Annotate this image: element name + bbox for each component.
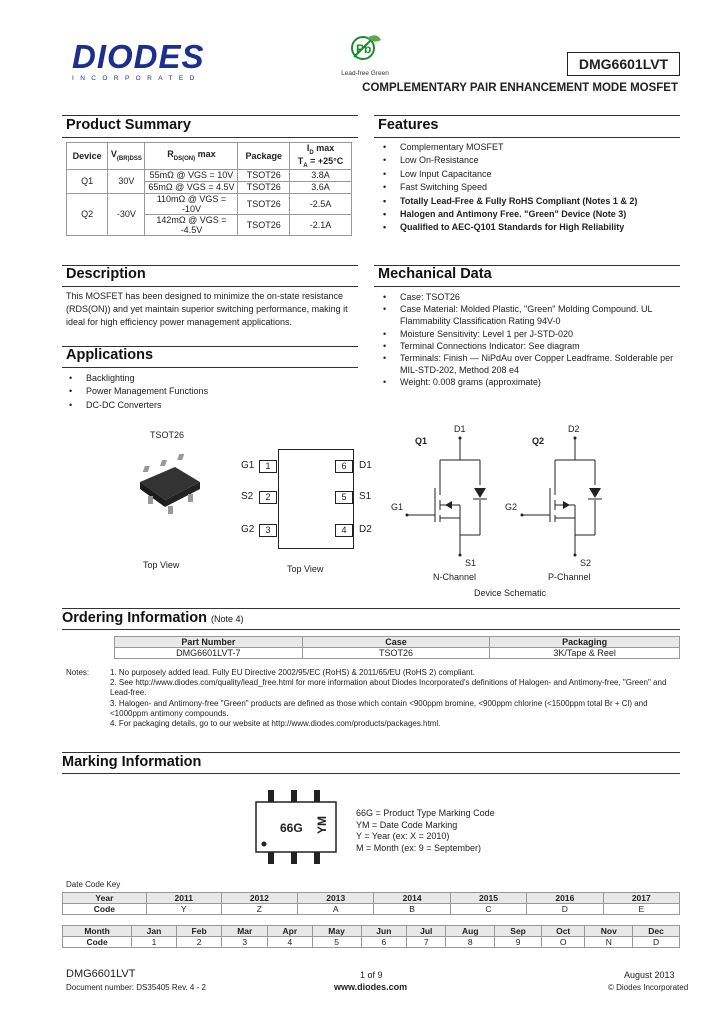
- chip-code: 66G: [280, 821, 303, 835]
- top-view-label-2: Top View: [287, 564, 324, 574]
- month-code-cell: 7: [407, 937, 446, 948]
- mechanical-item: • Case Material: Molded Plastic, "Green" Molding Compound. UL Flammability Classification Rating 94V-0: [380, 303, 680, 327]
- feature-item: • Totally Lead-Free & Fully RoHS Compliant (Notes 1 & 2): [380, 195, 680, 208]
- pin-label-g2: G2: [241, 524, 255, 535]
- cell-device: Q2: [67, 193, 108, 235]
- logo-text: DIODES: [72, 38, 205, 75]
- year-cell: 2012: [221, 893, 297, 904]
- pin-6: 6: [335, 460, 353, 473]
- note-item: 1. No purposely added lead. Fully EU Directive 2002/95/EC (RoHS) & 2011/65/EU (RoHS 2) compliant.: [110, 668, 475, 677]
- feature-item: • Complementary MOSFET: [380, 141, 680, 154]
- svg-text:Pb: Pb: [356, 42, 372, 56]
- q2-gate-label: G2: [505, 502, 518, 512]
- year-code-cell: A: [298, 904, 374, 915]
- code-label-cell: Code: [63, 937, 132, 948]
- footer-url[interactable]: www.diodes.com: [334, 982, 408, 992]
- year-code-cell: D: [527, 904, 603, 915]
- ordering-title: Ordering Information: [62, 610, 207, 626]
- year-cell: 2011: [146, 893, 221, 904]
- marking-title: Marking Information: [62, 754, 680, 774]
- month-code-cell: D: [633, 937, 680, 948]
- cell-rdson: 110mΩ @ VGS = -10V: [145, 193, 238, 214]
- feature-item: • Fast Switching Speed: [380, 181, 680, 194]
- year-cell: 2014: [374, 893, 450, 904]
- applications-title: Applications: [62, 347, 358, 368]
- q2-schematic: [522, 438, 595, 555]
- cell-id: -2.1A: [290, 214, 352, 235]
- month-cell: Aug: [446, 926, 495, 937]
- month-code-cell: O: [541, 937, 584, 948]
- mechanical-list: [380, 291, 680, 389]
- application-item: • DC-DC Converters: [66, 399, 356, 412]
- cell-case: TSOT26: [302, 648, 490, 659]
- month-code-cell: 5: [312, 937, 361, 948]
- month-cell: Jan: [132, 926, 177, 937]
- footer-copyright: © Diodes Incorporated: [608, 983, 689, 992]
- table-row: [67, 193, 352, 214]
- month-cell: Apr: [268, 926, 313, 937]
- month-cell: May: [312, 926, 361, 937]
- package-label: TSOT26: [150, 430, 185, 440]
- month-cell: Sep: [495, 926, 542, 937]
- lead-free-label: Lead-free Green: [341, 70, 389, 77]
- cell-package: TSOT26: [238, 169, 290, 181]
- q2-label: Q2: [532, 436, 545, 446]
- cell-rdson: 55mΩ @ VGS = 10V: [145, 169, 238, 181]
- q1-type-label: N-Channel: [433, 572, 477, 582]
- mechanical-item: • Moisture Sensitivity: Level 1 per J-STD-020: [380, 328, 680, 340]
- th-part-number: Part Number: [115, 637, 303, 648]
- q2-source-label: S2: [580, 558, 592, 568]
- pin-label-s2: S2: [241, 491, 254, 502]
- schematic-caption: Device Schematic: [474, 588, 547, 598]
- ordering-note: (Note 4): [211, 614, 244, 624]
- month-code-cell: 4: [268, 937, 313, 948]
- year-cell: 2017: [603, 893, 679, 904]
- marking-legend-item: M = Month (ex: 9 = September): [356, 842, 482, 853]
- month-cell: Oct: [541, 926, 584, 937]
- cell-part-number: DMG6601LVT-7: [115, 648, 303, 659]
- cell-id: 3.8A: [290, 169, 352, 181]
- cell-rdson: 65mΩ @ VGS = 4.5V: [145, 181, 238, 193]
- logo-subtext: INCORPORATED: [72, 75, 201, 82]
- application-item: • Backlighting: [66, 372, 356, 385]
- cell-package: TSOT26: [238, 214, 290, 235]
- footer-doc-number: Document number: DS35405 Rev. 4 - 2: [66, 983, 206, 992]
- cell-rdson: 142mΩ @ VGS = -4.5V: [145, 214, 238, 235]
- th-rdson: $R_{DS(ON)}$ max: [145, 143, 238, 170]
- feature-item: • Low On-Resistance: [380, 154, 680, 167]
- cell-vbrdss: -30V: [108, 193, 145, 235]
- year-code-cell: Y: [146, 904, 221, 915]
- application-item: • Power Management Functions: [66, 385, 356, 398]
- month-cell: Jun: [361, 926, 407, 937]
- cell-packaging: 3K/Tape & Reel: [490, 648, 680, 659]
- feature-item: • Qualified to AEC-Q101 Standards for High Reliability: [380, 221, 680, 234]
- mechanical-item: • Case: TSOT26: [380, 291, 680, 303]
- year-code-row: [63, 904, 680, 915]
- notes-label: Notes:: [66, 668, 90, 677]
- pin-label-s1: S1: [359, 491, 372, 502]
- part-number-box: DMG6601LVT: [567, 52, 680, 76]
- q1-gate-label: G1: [391, 502, 404, 512]
- footer-date: August 2013: [624, 970, 675, 980]
- th-device: Device: [67, 143, 108, 170]
- month-code-cell: 3: [222, 937, 268, 948]
- marking-rule: [62, 752, 680, 753]
- pin-3: 3: [259, 524, 277, 537]
- date-code-title: Date Code Key: [66, 880, 121, 889]
- mechanical-title: Mechanical Data: [374, 266, 680, 287]
- year-cell: 2015: [450, 893, 526, 904]
- feature-item: • Halogen and Antimony Free. "Green" Device (Note 3): [380, 208, 680, 221]
- ordering-row: [115, 648, 680, 659]
- month-code-row: [63, 937, 680, 948]
- note-item: 3. Halogen- and Antimony-free "Green" products are defined as those which contain <900ppm bromine, <900ppm chlorine (<1500ppm total Br + Cl) and <1000ppm antimony compounds.: [110, 698, 648, 718]
- cell-vbrdss: 30V: [108, 169, 145, 193]
- year-row: [63, 893, 680, 904]
- note-item: 4. For packaging details, go to our website at http://www.diodes.com/products/packages.html.: [110, 719, 441, 729]
- pin-4: 4: [335, 524, 353, 537]
- month-code-cell: 9: [495, 937, 542, 948]
- description-text: This MOSFET has been designed to minimize the on-state resistance (RDS(ON)) and yet maintain superior switching performance, making it ideal for high efficiency power management applications.: [66, 291, 348, 327]
- month-code-cell: 8: [446, 937, 495, 948]
- th-packaging: Packaging: [490, 637, 680, 648]
- month-cell: Jul: [407, 926, 446, 937]
- mechanical-item: • Terminal Connections Indicator: See diagram: [380, 340, 680, 352]
- year-code-cell: Z: [221, 904, 297, 915]
- month-code-table: [62, 925, 680, 948]
- q1-schematic: [407, 438, 480, 555]
- mechanical-item: • Terminals: Finish — NiPdAu over Copper Leadframe. Solderable per MIL-STD-202, Method 208 e4: [380, 352, 680, 376]
- year-code-cell: E: [603, 904, 679, 915]
- year-cell: 2013: [298, 893, 374, 904]
- marking-legend-item: YM = Date Code Marking: [356, 819, 458, 830]
- month-code-cell: 6: [361, 937, 407, 948]
- cell-device: Q1: [67, 169, 108, 193]
- table-row: [67, 169, 352, 181]
- features-list: [380, 141, 680, 235]
- ordering-rule: [62, 608, 680, 609]
- lead-free-badge: [340, 32, 390, 76]
- year-label-cell: Year: [63, 893, 147, 904]
- year-code-table: [62, 892, 680, 915]
- th-id-max: $I_D$ max $T_A = +25^\circ C$: [290, 143, 352, 170]
- cell-package: TSOT26: [238, 181, 290, 193]
- month-label-cell: Month: [63, 926, 132, 937]
- pin-label-d2: D2: [359, 524, 372, 535]
- cell-id: 3.6A: [290, 181, 352, 193]
- description-title: Description: [62, 266, 358, 287]
- pin-2: 2: [259, 491, 277, 504]
- mechanical-item: • Weight: 0.008 grams (approximate): [380, 376, 680, 388]
- chip-ym: YM: [315, 816, 329, 834]
- diodes-logo: [72, 40, 212, 80]
- ordering-title-row: [62, 610, 680, 630]
- pin-1: 1: [259, 460, 277, 473]
- marking-legend: [356, 808, 495, 854]
- feature-item: • Low Input Capacitance: [380, 168, 680, 181]
- product-summary-title: Product Summary: [62, 117, 358, 138]
- month-code-cell: 2: [176, 937, 222, 948]
- marking-chip-diagram: [256, 790, 342, 870]
- q2-type-label: P-Channel: [548, 572, 591, 582]
- footer-part: DMG6601LVT: [66, 968, 136, 980]
- pin-5: 5: [335, 491, 353, 504]
- features-rule: [374, 115, 680, 116]
- top-view-label: Top View: [143, 560, 180, 570]
- th-case: Case: [302, 637, 490, 648]
- code-label-cell: Code: [63, 904, 147, 915]
- cell-package: TSOT26: [238, 193, 290, 214]
- month-code-cell: 1: [132, 937, 177, 948]
- month-cell: Dec: [633, 926, 680, 937]
- product-summary-table: [66, 142, 352, 236]
- month-cell: Mar: [222, 926, 268, 937]
- th-vbrdss: $V_{(BR)DSS}$: [108, 143, 145, 170]
- th-package: Package: [238, 143, 290, 170]
- lead-free-icon: [347, 32, 383, 66]
- pin-label-d1: D1: [359, 460, 372, 471]
- q1-label: Q1: [415, 436, 428, 446]
- product-summary-rule: [62, 115, 358, 116]
- month-row: [63, 926, 680, 937]
- month-code-cell: N: [585, 937, 633, 948]
- device-schematic: [391, 424, 615, 590]
- applications-list: [66, 372, 356, 412]
- q1-source-label: S1: [465, 558, 477, 568]
- marking-legend-item: Y = Year (ex: X = 2010): [356, 831, 450, 842]
- table-header-row: [67, 143, 352, 170]
- pin-label-g1: G1: [241, 460, 255, 471]
- ordering-header-row: [115, 637, 680, 648]
- year-cell: 2016: [527, 893, 603, 904]
- features-title: Features: [374, 117, 680, 138]
- month-cell: Feb: [176, 926, 222, 937]
- ordering-table: [114, 636, 680, 659]
- footer-page: 1 of 9: [360, 970, 383, 980]
- tsot26-package-image: [130, 452, 210, 522]
- year-code-cell: C: [450, 904, 526, 915]
- q2-drain-label: D2: [568, 424, 580, 434]
- marking-legend-item: 66G = Product Type Marking Code: [356, 808, 495, 818]
- month-cell: Nov: [585, 926, 633, 937]
- year-code-cell: B: [374, 904, 450, 915]
- document-subtitle: COMPLEMENTARY PAIR ENHANCEMENT MODE MOSFET: [362, 82, 678, 94]
- notes-list: [110, 668, 680, 729]
- q1-drain-label: D1: [454, 424, 466, 434]
- cell-id: -2.5A: [290, 193, 352, 214]
- note-item: 2. See http://www.diodes.com/quality/lead_free.html for more information about Diodes Incorporated's definitions of Halogen- and Antimony-free, "Green" and Lead-free.: [110, 678, 667, 698]
